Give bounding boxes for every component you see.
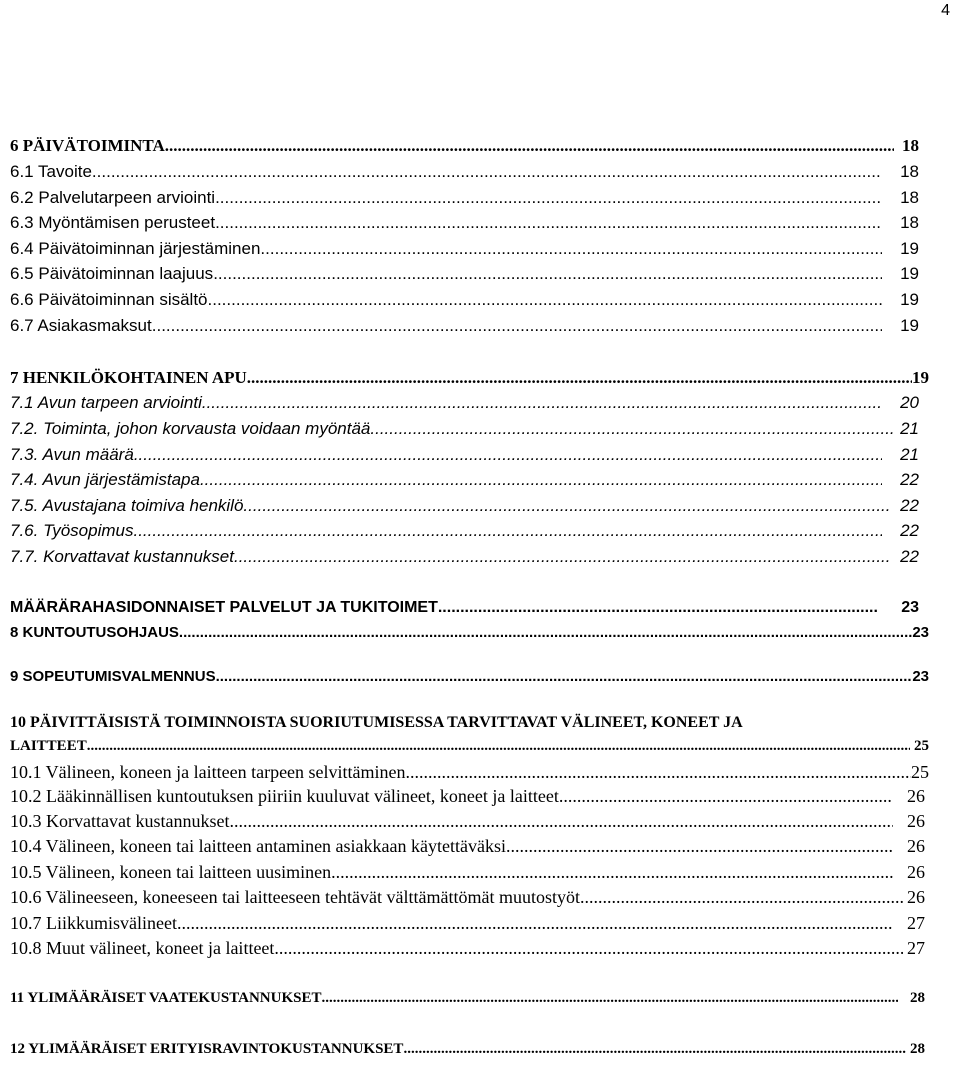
- toc-entry-10-8[interactable]: [10, 938, 929, 962]
- toc-entry-page: 19: [900, 290, 919, 309]
- toc-entry-label: 11 YLIMÄÄRÄISET VAATEKUSTANNUKSET: [10, 990, 322, 1006]
- toc-entry-label: 7.6. Työsopimus: [10, 521, 134, 540]
- toc-entry-6-3[interactable]: [10, 213, 929, 237]
- toc-entry-label: 9 SOPEUTUMISVALMENNUS: [10, 668, 216, 685]
- toc-entry-label: 7.7. Korvattavat kustannukset: [10, 547, 234, 566]
- toc-entry-page: 19: [900, 316, 919, 335]
- toc-entry-10-6[interactable]: [10, 887, 929, 911]
- toc-entry-page: 21: [900, 419, 919, 438]
- dot-leader: [260, 239, 882, 259]
- toc-entry-label: MÄÄRÄRAHASIDONNAISET PALVELUT JA TUKITOIMET: [10, 599, 438, 616]
- toc-entry-page: 18: [900, 213, 919, 232]
- toc-entry-label: 7.3. Avun määrä: [10, 445, 134, 464]
- toc-entry-label: 7.4. Avun järjestämistapa: [10, 470, 200, 489]
- dot-leader: [229, 811, 893, 832]
- dot-leader: [213, 264, 882, 284]
- toc-entry-page: 21: [900, 445, 919, 464]
- toc-entry-page: 19: [900, 264, 919, 283]
- toc-entry-10-3[interactable]: [10, 811, 929, 835]
- dot-leader: [208, 290, 883, 310]
- toc-entry-label: 6.7 Asiakasmaksut: [10, 316, 152, 335]
- toc-entry-page: 22: [900, 496, 919, 515]
- toc-entry-label: 6.5 Päivätoiminnan laajuus: [10, 264, 214, 283]
- toc-entry-label: 7.2. Toiminta, johon korvausta voidaan myöntää: [10, 419, 371, 438]
- toc-entry-10[interactable]: [10, 738, 929, 762]
- toc-entry-label: 12 YLIMÄÄRÄISET ERITYISRAVINTOKUSTANNUKSET: [10, 1041, 404, 1057]
- dot-leader: [152, 316, 882, 336]
- toc-entry-6-4[interactable]: [10, 239, 929, 263]
- toc-entry-label: 7 HENKILÖKOHTAINEN APU: [10, 368, 247, 387]
- toc-entry-6-2[interactable]: [10, 188, 929, 212]
- toc-entry-8[interactable]: [10, 624, 929, 648]
- toc-entry-label: 10.8 Muut välineet, koneet ja laitteet: [10, 938, 275, 958]
- toc-entry-7-6[interactable]: [10, 521, 929, 545]
- dot-leader: [331, 862, 893, 883]
- dot-leader: [133, 521, 882, 541]
- toc-entry-page: 27: [907, 938, 925, 958]
- dot-leader: [200, 470, 882, 490]
- dot-leader: [274, 938, 903, 959]
- toc-entry-label: 10.6 Välineeseen, koneeseen tai laitteeseen tehtävät välttämättömät muutostyöt: [10, 887, 580, 907]
- toc-entry-label: 6.3 Myöntämisen perusteet: [10, 213, 216, 232]
- dot-leader: [370, 419, 894, 439]
- toc-entry-label: 6.1 Tavoite: [10, 162, 92, 181]
- toc-entry-page: 22: [900, 521, 919, 540]
- toc-entry-page: 18: [902, 136, 919, 155]
- toc-entry-10-4[interactable]: [10, 836, 929, 860]
- toc-entry-maararahasidonnaiset[interactable]: [10, 599, 929, 623]
- toc-entry-label: LAITTEET: [10, 738, 87, 754]
- toc-entry-label: 10.4 Välineen, koneen tai laitteen antaminen asiakkaan käytettäväksi: [10, 836, 506, 856]
- toc-entry-page: 22: [900, 547, 919, 566]
- toc-entry-label: 10.3 Korvattavat kustannukset: [10, 811, 230, 831]
- toc-entry-page: 28: [910, 990, 925, 1006]
- dot-leader: [177, 913, 893, 934]
- toc-entry-page: 26: [907, 811, 925, 831]
- dot-leader: [321, 990, 898, 1007]
- dot-leader: [247, 368, 912, 388]
- toc-entry-12[interactable]: [10, 1041, 929, 1065]
- toc-entry-label: 7.1 Avun tarpeen arviointi: [10, 393, 202, 412]
- dot-leader: [506, 836, 893, 857]
- toc-entry-label: 10.2 Lääkinnällisen kuntoutuksen piiriin kuuluvat välineet, koneet ja laitteet: [10, 786, 559, 806]
- toc-entry-10-line1[interactable]: [10, 714, 929, 738]
- toc-entry-page: 25: [914, 738, 929, 754]
- toc-entry-page: 26: [907, 887, 925, 907]
- toc-entry-label: 10.5 Välineen, koneen tai laitteen uusiminen: [10, 862, 332, 882]
- dot-leader: [403, 1041, 906, 1058]
- toc-entry-page: 25: [911, 762, 929, 782]
- dot-leader: [202, 393, 882, 413]
- toc-entry-page: 19: [900, 239, 919, 258]
- toc-entry-label: 10.1 Välineen, koneen ja laitteen tarpeen selvittäminen: [10, 762, 406, 782]
- toc-entry-page: 26: [907, 786, 925, 806]
- toc-entry-10-7[interactable]: [10, 913, 929, 937]
- toc-entry-label: 10.7 Liikkumisvälineet: [10, 913, 177, 933]
- toc-entry-label: 6.2 Palvelutarpeen arviointi: [10, 188, 216, 207]
- dot-leader: [87, 738, 910, 755]
- toc-entry-label-line1: 10 PÄIVITTÄISISTÄ TOIMINNOISTA SUORIUTUMISESSA TARVITTAVAT VÄLINEET, KONEET JA: [10, 714, 743, 731]
- toc-entry-6-6[interactable]: [10, 290, 929, 314]
- toc-entry-6-5[interactable]: [10, 264, 929, 288]
- toc-entry-page: 18: [900, 162, 919, 181]
- dot-leader: [215, 213, 882, 233]
- toc-entry-7-1[interactable]: [10, 393, 929, 417]
- toc-entry-label: 7.5. Avustajana toimiva henkilö: [10, 496, 244, 515]
- toc-entry-page: 20: [900, 393, 919, 412]
- page-number: 4: [941, 2, 950, 19]
- toc-entry-page: 26: [907, 836, 925, 856]
- toc-entry-page: 19: [912, 368, 929, 387]
- toc-entry-page: 18: [900, 188, 919, 207]
- toc-entry-label: 8 KUNTOUTUSOHJAUS: [10, 624, 179, 641]
- toc-entry-label: 6.4 Päivätoiminnan järjestäminen: [10, 239, 261, 258]
- toc-entry-9[interactable]: [10, 668, 929, 692]
- dot-leader: [243, 496, 890, 516]
- toc-entry-11[interactable]: [10, 990, 929, 1014]
- dot-leader: [179, 624, 912, 641]
- toc-entry-10-5[interactable]: [10, 862, 929, 886]
- dot-leader: [165, 136, 894, 156]
- toc-entry-7-2[interactable]: [10, 419, 929, 443]
- toc-entry-page: 23: [901, 599, 919, 616]
- toc-entry-page: 23: [912, 668, 929, 685]
- toc-entry-label: 6.6 Päivätoiminnan sisältö: [10, 290, 208, 309]
- toc-entry-10-1[interactable]: [10, 762, 929, 786]
- dot-leader: [406, 762, 911, 783]
- toc-entry-page: 28: [910, 1041, 925, 1057]
- toc-entry-page: 26: [907, 862, 925, 882]
- toc-entry-7-4[interactable]: [10, 470, 929, 494]
- toc-entry-7-7[interactable]: [10, 547, 929, 571]
- dot-leader: [438, 599, 879, 617]
- toc-entry-7-5[interactable]: [10, 496, 929, 520]
- toc-entry-6-7[interactable]: [10, 316, 929, 340]
- toc-entry-page: 22: [900, 470, 919, 489]
- dot-leader: [215, 188, 882, 208]
- toc-entry-10-2[interactable]: [10, 786, 929, 810]
- dot-leader: [559, 786, 893, 807]
- dot-leader: [134, 445, 882, 465]
- toc-entry-page: 27: [907, 913, 925, 933]
- toc-entry-6[interactable]: [10, 136, 929, 160]
- toc-entry-6-1[interactable]: [10, 162, 929, 186]
- dot-leader: [234, 547, 890, 567]
- toc-entry-label: 6 PÄIVÄTOIMINTA: [10, 136, 165, 155]
- dot-leader: [216, 668, 913, 685]
- dot-leader: [92, 162, 882, 182]
- dot-leader: [580, 887, 903, 908]
- toc-entry-7-3[interactable]: [10, 445, 929, 469]
- toc-entry-7[interactable]: [10, 368, 929, 392]
- toc-entry-page: 23: [912, 624, 929, 641]
